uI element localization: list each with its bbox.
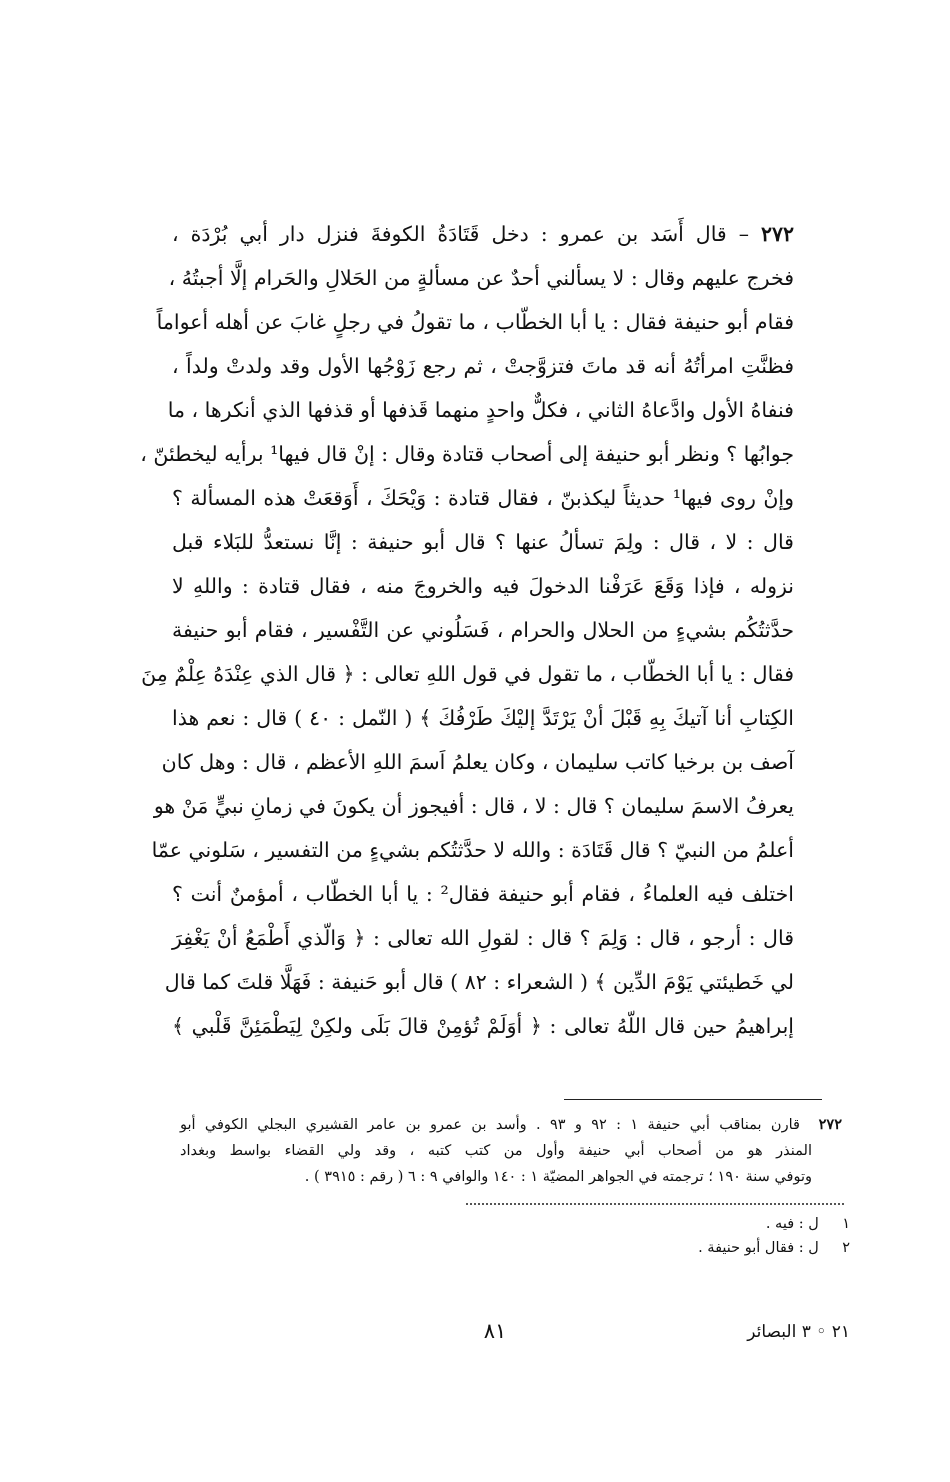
footnote-separator-rule <box>564 1099 822 1100</box>
text-line-2: فخرج عليهم وقال : لا يسألني أحدٌ عن مسألةٍ من الحَلالِ والحَرام إلَّا أجبتُهُ ، <box>168 266 794 290</box>
variant-notes <box>450 1212 850 1260</box>
variant-note-1 <box>450 1212 850 1236</box>
entry-number: ٢٧٢ <box>760 222 794 246</box>
footnote-line-3-content: وتوفي سنة ١٩٠ ؛ ترجمته في الجواهر المضيّة ١ : ١٤٠ والوافي ٩ : ٦ ( رقم : ٣٩١٥ ) . <box>304 1169 812 1185</box>
footnote-line-2-content: المنذر هو من أصحاب أبي حنيفة وأول من كتب كتبه ، وقد ولي القضاء بواسط وبغداد <box>180 1143 812 1159</box>
printer-signature: ٢١ ◦ ٣ البصائر <box>747 1322 850 1342</box>
text-line-1 <box>172 212 794 256</box>
text-line-9: نزوله ، فإذا وَقَعَ عَرَفْنا الدخولَ فيه والخروجَ منه ، فقال قتادة : واللهِ لا <box>172 574 794 598</box>
footnote-block <box>180 1112 842 1190</box>
text-line-19: إبراهيمُ حين قال اللّهُ تعالى : ﴿ أوَلَمْ تُؤمِنْ قالَ بَلَى ولكِنْ لِيَطْمَئِنَّ قَلْبي ﴾ <box>172 1014 794 1038</box>
text-line-18: لي خَطيئتي يَوْمَ الدِّين ﴾ ( الشعراء : ٨٢ ) قال أبو حَنيفة : فَهَلَّا قلتَ كما قال <box>164 970 794 994</box>
text-line-6: جوابُها ؟ ونظر أبو حنيفة إلى أصحاب قتادة وقال : إنْ قال فيها¹ برأيه ليخطئنّ ، <box>140 442 794 466</box>
text-line-12: الكِتابِ أنا آتيكَ بِهِ قَبْلَ أنْ يَرْتَدَّ إليْكَ طَرْفُكَ ﴾ ( النّمل : ٤٠ ) قال : نعم هذا <box>172 706 795 730</box>
text-line-16: اختلف فيه العلماءُ ، فقام أبو حنيفة فقال² : يا أبا الخطّاب ، أمؤمنٌ أنت ؟ <box>172 882 794 906</box>
text-line-8: قال : لا ، قال : ولِمَ تسألُ عنها ؟ قال أبو حنيفة : إنَّا نستعدُّ للبَلاء قبل <box>172 530 794 554</box>
text-line-4: فظنَّتِ امرأتُهُ أنه قد ماتَ فتزوَّجتْ ، ثم رجع زَوْجُها الأول وقد ولدتْ ولداً ، <box>172 354 794 378</box>
text-line-5: فنفاهُ الأول وادَّعاهُ الثاني ، فكلٌّ واحدٍ منهما قَذفها أو قذفها الذي أنكرها ، ما <box>167 398 794 422</box>
text-line-10: حدَّثتُكُم بشيءٍ من الحلال والحرام ، فَسَلُوني عن التَّفْسير ، فقام أبو حنيفة <box>172 618 794 642</box>
footnote-line-3 <box>180 1164 842 1190</box>
variants-separator-rule <box>466 1203 844 1205</box>
text-line-17: قال : أرجو ، قال : وَلِمَ ؟ قال : لقولِ الله تعالى : ﴿ وَالّذي أَطْمَعُ أنْ يَغْفِرَ <box>172 926 794 950</box>
text-line-13: آصف بن برخيا كاتب سليمان ، وكان يعلمُ اَسمَ اللهِ الأعظم ، قال : وهل كان <box>161 750 794 774</box>
footnote-line-2 <box>180 1138 842 1164</box>
text-line-15: أعلمُ من النبيّ ؟ قال قَتَادَة : والله لا حدَّثتُكم بشيءٍ من التفسير ، سَلوني عمّا <box>151 838 794 862</box>
variant-note-text: ل : فقال أبو حنيفة . <box>698 1240 819 1256</box>
page-number: ٨١ <box>483 1319 507 1343</box>
text-line-1-content: – قال أَسَد بن عمرو : دخل قَتَادَةُ الكوفةَ فنزل دار أبي بُرْدَة ، <box>172 222 749 246</box>
variant-note-number: ٢ <box>842 1240 850 1256</box>
variant-note-number: ١ <box>842 1216 850 1232</box>
footnote-line-1-content: قارن بمناقب أبي حنيفة ١ : ٩٢ و ٩٣ . وأسد بن عمرو بن عامر القشيري البجلي الكوفي أبو <box>180 1117 800 1133</box>
text-line-11: فقال : يا أبا الخطّاب ، ما تقول في قول اللهِ تعالى : ﴿ قال الذي عِنْدَهُ عِلْمٌ مِنَ <box>141 662 794 686</box>
variant-note-2 <box>450 1236 850 1260</box>
footnote-line-1 <box>180 1112 842 1138</box>
text-line-14: يعرفُ الاسمَ سليمان ؟ قال : لا ، قال : أفيجوز أن يكونَ في زمانِ نبيٍّ مَنْ هو <box>153 794 794 818</box>
variant-note-text: ل : فيه . <box>765 1216 819 1232</box>
main-text-block <box>140 212 795 1048</box>
text-line-7: وإنْ روى فيها¹ حديثاً ليكذبنّ ، فقال قتادة : وَيْحَكَ ، أَوَقعَتْ هذه المسألة ؟ <box>172 486 794 510</box>
text-line-3: فقام أبو حنيفة فقال : يا أبا الخطّاب ، ما تقولُ في رجلٍ غابَ عن أهله أعواماً <box>156 310 794 334</box>
footnote-number: ٢٧٢ <box>818 1116 843 1133</box>
